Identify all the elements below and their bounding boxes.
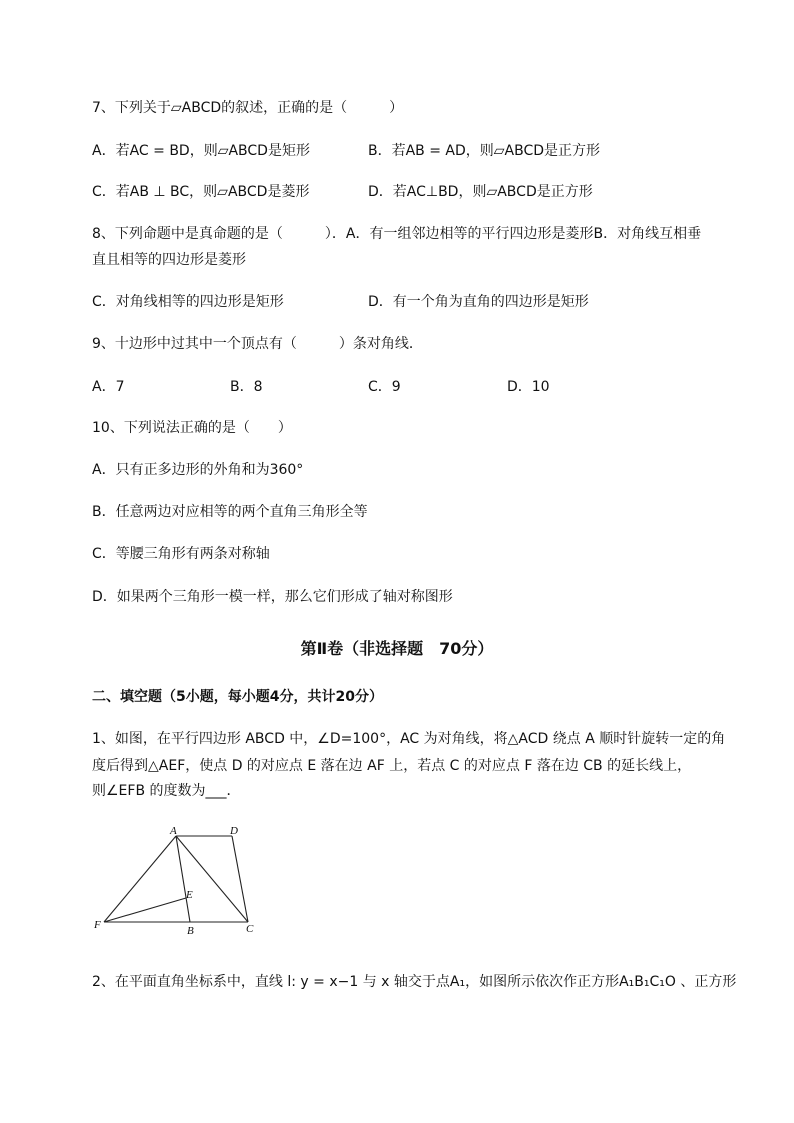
q9-option-a: A．7: [92, 379, 125, 395]
label-d: D: [230, 825, 238, 837]
q7-option-b: B．若AB = AD，则▱ABCD是正方形: [368, 143, 601, 159]
fill2-line1: 2、在平面直角坐标系中，直线 l: y = x−1 与 x 轴交于点A₁，如图所示依次作正方形A₁B₁C₁O 、正方形: [92, 974, 737, 990]
segment-fe: [104, 898, 186, 922]
fill1-line2: 度后得到△AEF，使点 D 的对应点 E 落在边 AF 上，若点 C 的对应点 F 落在边 CB 的延长线上，: [92, 758, 692, 774]
label-c: C: [246, 923, 254, 935]
q9-option-c: C．9: [368, 379, 401, 395]
fill1-line1: 1、如图，在平行四边形 ABCD 中，∠D=100°，AC 为对角线，将△ACD 绕点 A 顺时针旋转一定的角: [92, 731, 726, 747]
section-title: 第Ⅱ卷（非选择题 70分）: [300, 639, 494, 658]
q7-stem: 7、下列关于▱ABCD的叙述，正确的是（ ）: [92, 100, 404, 116]
label-f: F: [94, 919, 101, 931]
q9-option-d: D．10: [507, 379, 550, 395]
q7-option-c: C．若AB ⊥ BC，则▱ABCD是菱形: [92, 184, 310, 200]
segment-ab: [176, 836, 190, 922]
label-a: A: [170, 825, 177, 837]
q8-stem-line2: 直且相等的四边形是菱形: [92, 252, 246, 268]
segment-ac: [176, 836, 248, 922]
q10-option-c: C．等腰三角形有两条对称轴: [92, 546, 270, 562]
q10-option-b: B．任意两边对应相等的两个直角三角形全等: [92, 504, 368, 520]
segment-af: [104, 836, 176, 922]
fill1-line3: 则∠EFB 的度数为___．: [92, 783, 241, 799]
q10-option-d: D．如果两个三角形一模一样，那么它们形成了轴对称图形: [92, 589, 453, 605]
q10-option-a: A．只有正多边形的外角和为360°: [92, 462, 304, 478]
q9-option-b: B．8: [230, 379, 263, 395]
q8-option-c: C．对角线相等的四边形是矩形: [92, 294, 284, 310]
q10-stem: 10、下列说法正确的是（ ）: [92, 420, 292, 436]
q7-option-d: D．若AC⊥BD，则▱ABCD是正方形: [368, 184, 593, 200]
parallelogram-figure: [90, 822, 270, 938]
label-e: E: [186, 889, 193, 901]
segment-dc: [232, 836, 248, 922]
q8-option-d: D．有一个角为直角的四边形是矩形: [368, 294, 589, 310]
q8-stem-line1: 8、下列命题中是真命题的是（ ）．A．有一组邻边相等的平行四边形是菱形B．对角线互相垂: [92, 226, 702, 242]
q9-stem: 9、十边形中过其中一个顶点有（ ）条对角线．: [92, 336, 423, 352]
q7-option-a: A．若AC = BD，则▱ABCD是矩形: [92, 143, 310, 159]
label-b: B: [187, 925, 194, 937]
section-subtitle: 二、填空题（5小题，每小题4分，共计20分）: [92, 689, 383, 705]
